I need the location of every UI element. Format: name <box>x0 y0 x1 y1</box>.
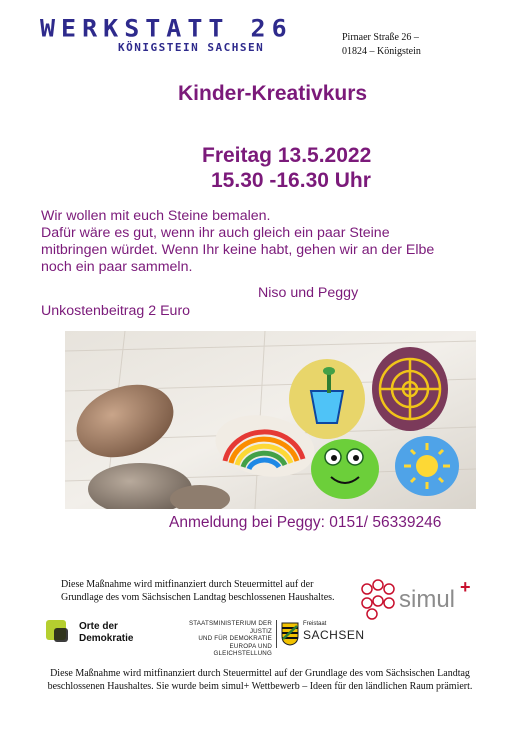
logo-divider <box>276 620 277 648</box>
ministry-line-3: EUROPA UND GLEICHSTELLUNG <box>213 642 272 658</box>
orte-line-2: Demokratie <box>79 633 134 644</box>
funding-notice-short: Diese Maßnahme wird mitfinanziert durch Steuermittel auf der Grundlage des vom Sächsischen Landtag beschlossenen Haushaltes. <box>61 579 335 603</box>
description-line-4: noch ein paar sammeln. <box>41 259 193 275</box>
event-time: 15.30 -16.30 Uhr <box>211 169 371 192</box>
description-line-1: Wir wollen mit euch Steine bemalen. <box>41 208 271 224</box>
simul-text: simul <box>399 586 456 613</box>
painted-stones-photo <box>65 331 476 509</box>
painted-stones-illustration <box>65 331 476 509</box>
freistaat-sachsen-logo <box>281 620 365 648</box>
ministry-text <box>172 620 272 658</box>
fee-text: Unkostenbeitrag 2 Euro <box>41 303 191 319</box>
description-line-3: mitbringen würdet. Wenn Ihr keine habt, gehen wir an der Elbe <box>41 242 435 258</box>
simul-plus-sign: + <box>460 577 471 597</box>
sachsen-coat-of-arms-icon <box>281 622 299 646</box>
ministry-line-2: UND FÜR DEMOKRATIE <box>198 635 272 643</box>
registration-info: Anmeldung bei Peggy: 0151/ 56339246 <box>169 514 442 531</box>
address-block <box>342 31 421 59</box>
werkstatt-logo: WERKSTATT 26 <box>40 14 293 43</box>
description-line-2: Dafür wäre es gut, wenn ihr auch gleich ein paar Steine <box>41 225 390 241</box>
signature: Niso und Peggy <box>258 285 359 301</box>
event-datetime <box>202 143 371 193</box>
address-street: Pirnaer Straße 26 – <box>342 32 419 43</box>
sachsen-label: SACHSEN <box>303 628 365 642</box>
orte-text <box>79 621 133 645</box>
freistaat-label: Freistaat <box>303 621 327 627</box>
address-city: 01824 – Königstein <box>342 46 421 57</box>
orte-line-1: Orte der <box>79 621 118 632</box>
orte-emblem-icon <box>46 620 72 646</box>
simul-plus-logo <box>358 579 478 621</box>
event-description <box>41 208 461 276</box>
event-title: Kinder-Kreativkurs <box>178 82 368 105</box>
event-date: Freitag 13.5.2022 <box>202 144 372 167</box>
funding-notice-long: Diese Maßnahme wird mitfinanziert durch Steuermittel auf der Grundlage des vom Sächsischen Landtag beschlossenen Haushaltes. Sie wurde beim simul+ Wettbewerb – Ideen für den ländlichen Raum prämiert. <box>47 668 473 692</box>
werkstatt-logo-subtitle: KÖNIGSTEIN SACHSEN <box>118 41 265 54</box>
ministry-line-1: STAATSMINISTERIUM DER JUSTIZ <box>188 620 272 635</box>
orte-der-demokratie-logo <box>46 620 156 648</box>
